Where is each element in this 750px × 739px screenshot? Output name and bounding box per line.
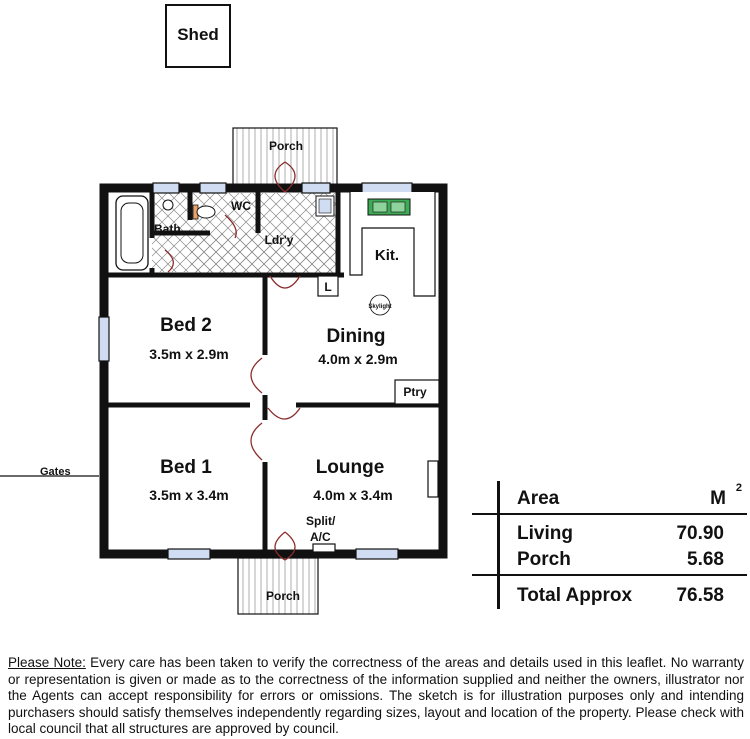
area-header-sup: 2 [735, 482, 742, 494]
bed2-size: 3.5m x 2.9m [149, 346, 229, 362]
heater-box [428, 461, 438, 497]
split-label-1: Split/ [306, 514, 336, 528]
lounge-size: 4.0m x 3.4m [313, 487, 393, 503]
area-total-value: 76.58 [676, 585, 724, 606]
note-text: Every care has been taken to verify the correctness of the areas and details used in this leaflet. No warranty or representation is given or made as to the correctness of the information supplied and neither the owners, illustrator nor the Agents can accept responsibility for errors or omissions. The sketch is for illustration purposes only and intending purchasers should satisfy themselves independently regarding sizes, layout and location of the property. Please check with local council that all structures are approved by council. [8, 655, 744, 737]
split-label-2: A/C [310, 530, 331, 544]
area-row-label: Living [517, 523, 573, 544]
bath-label: Bath [154, 222, 181, 236]
pantry-label: Ptry [403, 385, 427, 399]
dining-size: 4.0m x 2.9m [318, 351, 398, 367]
gates-label: Gates [40, 466, 71, 478]
area-header-label: Area [517, 488, 560, 509]
area-table-header [517, 482, 742, 510]
area-row-label: Porch [517, 549, 571, 570]
porch-top [233, 128, 337, 186]
l-cupboard-label: L [324, 280, 332, 294]
area-row-value: 70.90 [676, 523, 724, 544]
dining-name: Dining [326, 326, 386, 347]
kitchen-label: Kit. [374, 247, 400, 264]
bed1-name: Bed 1 [160, 457, 212, 478]
area-total-label: Total Approx [517, 585, 633, 606]
bed1-size: 3.5m x 3.4m [149, 487, 229, 503]
shed-label: Shed [177, 25, 219, 44]
area-row-living [517, 523, 742, 545]
disclaimer-note [8, 655, 744, 738]
porch-bottom-label: Porch [265, 589, 301, 603]
porch-bottom [238, 558, 318, 614]
note-heading: Please Note: [8, 655, 86, 670]
laundry-label: Ldr'y [264, 233, 294, 247]
area-table-total-line [472, 574, 747, 576]
area-row-porch [517, 549, 742, 571]
area-table [497, 481, 747, 609]
area-header-unit: M [710, 488, 726, 509]
lounge-name: Lounge [315, 457, 385, 478]
area-table-vline [497, 481, 500, 609]
area-table-header-line [472, 513, 747, 515]
toilet-icon [193, 205, 215, 219]
porch-top-label: Porch [268, 139, 304, 153]
area-row-total [517, 585, 742, 607]
skylight-label: Skylight [368, 304, 392, 310]
bed2-name: Bed 2 [160, 315, 212, 336]
split-ac-unit [313, 544, 335, 552]
area-row-value: 5.68 [687, 549, 724, 570]
basin-icon [163, 200, 173, 210]
wc-label: WC [231, 199, 251, 213]
